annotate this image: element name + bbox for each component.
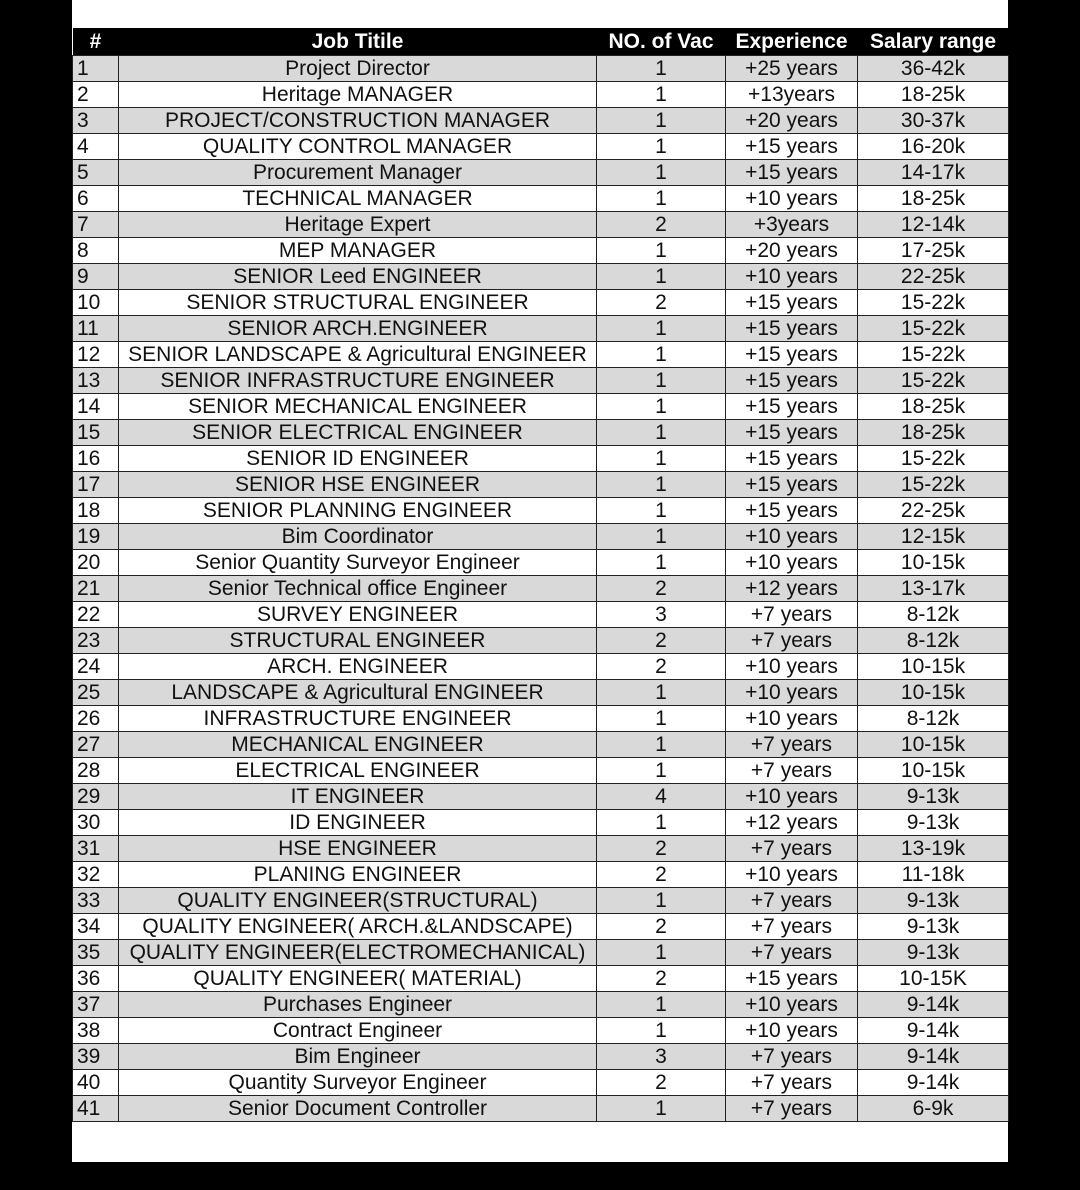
experience-cell: +10 years xyxy=(726,784,858,810)
experience-cell: +25 years xyxy=(726,56,858,82)
job-title-cell: Senior Document Controller xyxy=(119,1096,597,1122)
table-row xyxy=(73,628,1009,654)
row-number: 41 xyxy=(73,1096,119,1122)
job-title-cell: Senior Quantity Surveyor Engineer xyxy=(119,550,597,576)
table-row xyxy=(73,212,1009,238)
table-row xyxy=(73,940,1009,966)
table-row xyxy=(73,524,1009,550)
header-experience: Experience xyxy=(726,28,858,56)
experience-cell: +13years xyxy=(726,82,858,108)
vacancies-cell: 1 xyxy=(597,238,726,264)
job-title-cell: Quantity Surveyor Engineer xyxy=(119,1070,597,1096)
salary-range-cell: 9-14k xyxy=(858,1018,1009,1044)
salary-range-cell: 9-13k xyxy=(858,914,1009,940)
vacancies-cell: 2 xyxy=(597,862,726,888)
vacancies-cell: 1 xyxy=(597,992,726,1018)
vacancies-cell: 1 xyxy=(597,810,726,836)
experience-cell: +15 years xyxy=(726,368,858,394)
job-title-cell: Procurement Manager xyxy=(119,160,597,186)
vacancies-cell: 1 xyxy=(597,1018,726,1044)
experience-cell: +10 years xyxy=(726,186,858,212)
salary-range-cell: 17-25k xyxy=(858,238,1009,264)
salary-range-cell: 13-17k xyxy=(858,576,1009,602)
experience-cell: +20 years xyxy=(726,238,858,264)
salary-range-cell: 15-22k xyxy=(858,446,1009,472)
table-row xyxy=(73,732,1009,758)
vacancies-cell: 2 xyxy=(597,966,726,992)
job-title-cell: Bim Engineer xyxy=(119,1044,597,1070)
salary-range-cell: 9-13k xyxy=(858,810,1009,836)
experience-cell: +7 years xyxy=(726,1044,858,1070)
salary-range-cell: 22-25k xyxy=(858,498,1009,524)
job-title-cell: INFRASTRUCTURE ENGINEER xyxy=(119,706,597,732)
job-title-cell: Project Director xyxy=(119,56,597,82)
salary-range-cell: 10-15k xyxy=(858,550,1009,576)
row-number: 16 xyxy=(73,446,119,472)
job-title-cell: Heritage MANAGER xyxy=(119,82,597,108)
table-row xyxy=(73,472,1009,498)
vacancies-cell: 1 xyxy=(597,264,726,290)
salary-range-cell: 15-22k xyxy=(858,290,1009,316)
job-title-cell: SENIOR STRUCTURAL ENGINEER xyxy=(119,290,597,316)
row-number: 6 xyxy=(73,186,119,212)
vacancies-cell: 1 xyxy=(597,888,726,914)
vacancies-cell: 3 xyxy=(597,602,726,628)
salary-range-cell: 10-15k xyxy=(858,654,1009,680)
row-number: 28 xyxy=(73,758,119,784)
row-number: 39 xyxy=(73,1044,119,1070)
row-number: 30 xyxy=(73,810,119,836)
job-title-cell: Heritage Expert xyxy=(119,212,597,238)
vacancies-cell: 1 xyxy=(597,524,726,550)
vacancies-cell: 2 xyxy=(597,654,726,680)
header-job-title: Job Titile xyxy=(119,28,597,56)
table-header-row xyxy=(73,28,1009,56)
salary-range-cell: 14-17k xyxy=(858,160,1009,186)
experience-cell: +10 years xyxy=(726,1018,858,1044)
row-number: 11 xyxy=(73,316,119,342)
job-title-cell: QUALITY ENGINEER(STRUCTURAL) xyxy=(119,888,597,914)
vacancies-cell: 2 xyxy=(597,628,726,654)
table-row xyxy=(73,992,1009,1018)
salary-range-cell: 9-14k xyxy=(858,1044,1009,1070)
vacancies-cell: 1 xyxy=(597,732,726,758)
table-row xyxy=(73,316,1009,342)
row-number: 18 xyxy=(73,498,119,524)
vacancies-cell: 3 xyxy=(597,1044,726,1070)
table-row xyxy=(73,420,1009,446)
table-row xyxy=(73,446,1009,472)
job-title-cell: MEP MANAGER xyxy=(119,238,597,264)
experience-cell: +20 years xyxy=(726,108,858,134)
table-row xyxy=(73,160,1009,186)
header-vacancies: NO. of Vac xyxy=(597,28,726,56)
vacancies-cell: 1 xyxy=(597,446,726,472)
experience-cell: +10 years xyxy=(726,264,858,290)
table-row xyxy=(73,914,1009,940)
vacancies-cell: 2 xyxy=(597,1070,726,1096)
job-title-cell: PROJECT/CONSTRUCTION MANAGER xyxy=(119,108,597,134)
row-number: 7 xyxy=(73,212,119,238)
row-number: 9 xyxy=(73,264,119,290)
row-number: 12 xyxy=(73,342,119,368)
vacancies-cell: 1 xyxy=(597,394,726,420)
vacancies-cell: 1 xyxy=(597,940,726,966)
salary-range-cell: 8-12k xyxy=(858,628,1009,654)
row-number: 10 xyxy=(73,290,119,316)
table-row xyxy=(73,1018,1009,1044)
experience-cell: +12 years xyxy=(726,810,858,836)
vacancies-cell: 2 xyxy=(597,576,726,602)
jobs-table xyxy=(72,28,1009,1122)
row-number: 40 xyxy=(73,1070,119,1096)
vacancies-cell: 1 xyxy=(597,368,726,394)
experience-cell: +15 years xyxy=(726,316,858,342)
job-title-cell: SENIOR LANDSCAPE & Agricultural ENGINEER xyxy=(119,342,597,368)
vacancies-cell: 1 xyxy=(597,342,726,368)
table-row xyxy=(73,56,1009,82)
table-row xyxy=(73,888,1009,914)
row-number: 21 xyxy=(73,576,119,602)
table-row xyxy=(73,602,1009,628)
vacancies-cell: 1 xyxy=(597,420,726,446)
job-title-cell: QUALITY ENGINEER( MATERIAL) xyxy=(119,966,597,992)
experience-cell: +15 years xyxy=(726,472,858,498)
row-number: 26 xyxy=(73,706,119,732)
row-number: 24 xyxy=(73,654,119,680)
table-row xyxy=(73,784,1009,810)
job-title-cell: SENIOR INFRASTRUCTURE ENGINEER xyxy=(119,368,597,394)
table-row xyxy=(73,82,1009,108)
job-title-cell: SENIOR ID ENGINEER xyxy=(119,446,597,472)
table-row xyxy=(73,966,1009,992)
experience-cell: +15 years xyxy=(726,342,858,368)
experience-cell: +7 years xyxy=(726,1070,858,1096)
salary-range-cell: 9-14k xyxy=(858,1070,1009,1096)
experience-cell: +15 years xyxy=(726,160,858,186)
vacancies-cell: 1 xyxy=(597,108,726,134)
row-number: 29 xyxy=(73,784,119,810)
row-number: 5 xyxy=(73,160,119,186)
row-number: 1 xyxy=(73,56,119,82)
table-row xyxy=(73,368,1009,394)
experience-cell: +10 years xyxy=(726,992,858,1018)
row-number: 17 xyxy=(73,472,119,498)
row-number: 37 xyxy=(73,992,119,1018)
job-title-cell: Contract Engineer xyxy=(119,1018,597,1044)
header-salary-range: Salary range xyxy=(858,28,1009,56)
job-title-cell: STRUCTURAL ENGINEER xyxy=(119,628,597,654)
vacancies-cell: 2 xyxy=(597,212,726,238)
vacancies-cell: 1 xyxy=(597,134,726,160)
vacancies-cell: 1 xyxy=(597,498,726,524)
job-title-cell: SENIOR ELECTRICAL ENGINEER xyxy=(119,420,597,446)
vacancies-cell: 1 xyxy=(597,706,726,732)
row-number: 34 xyxy=(73,914,119,940)
experience-cell: +10 years xyxy=(726,524,858,550)
experience-cell: +7 years xyxy=(726,1096,858,1122)
job-title-cell: QUALITY ENGINEER( ARCH.&LANDSCAPE) xyxy=(119,914,597,940)
row-number: 2 xyxy=(73,82,119,108)
table-row xyxy=(73,134,1009,160)
salary-range-cell: 10-15k xyxy=(858,680,1009,706)
row-number: 38 xyxy=(73,1018,119,1044)
vacancies-cell: 1 xyxy=(597,472,726,498)
table-row xyxy=(73,1070,1009,1096)
salary-range-cell: 30-37k xyxy=(858,108,1009,134)
row-number: 15 xyxy=(73,420,119,446)
vacancies-cell: 1 xyxy=(597,758,726,784)
experience-cell: +7 years xyxy=(726,628,858,654)
salary-range-cell: 22-25k xyxy=(858,264,1009,290)
vacancies-cell: 2 xyxy=(597,914,726,940)
experience-cell: +12 years xyxy=(726,576,858,602)
job-title-cell: TECHNICAL MANAGER xyxy=(119,186,597,212)
header-number: # xyxy=(73,28,119,56)
job-title-cell: SENIOR PLANNING ENGINEER xyxy=(119,498,597,524)
table-row xyxy=(73,342,1009,368)
job-title-cell: QUALITY ENGINEER(ELECTROMECHANICAL) xyxy=(119,940,597,966)
table-row xyxy=(73,654,1009,680)
salary-range-cell: 15-22k xyxy=(858,316,1009,342)
experience-cell: +15 years xyxy=(726,134,858,160)
experience-cell: +7 years xyxy=(726,758,858,784)
table-row xyxy=(73,498,1009,524)
salary-range-cell: 15-22k xyxy=(858,472,1009,498)
experience-cell: +15 years xyxy=(726,966,858,992)
salary-range-cell: 10-15K xyxy=(858,966,1009,992)
vacancies-cell: 4 xyxy=(597,784,726,810)
salary-range-cell: 8-12k xyxy=(858,602,1009,628)
table-row xyxy=(73,706,1009,732)
row-number: 31 xyxy=(73,836,119,862)
table-row xyxy=(73,576,1009,602)
table-row xyxy=(73,680,1009,706)
vacancies-cell: 2 xyxy=(597,836,726,862)
salary-range-cell: 6-9k xyxy=(858,1096,1009,1122)
job-title-cell: SENIOR MECHANICAL ENGINEER xyxy=(119,394,597,420)
table-row xyxy=(73,862,1009,888)
salary-range-cell: 13-19k xyxy=(858,836,1009,862)
experience-cell: +10 years xyxy=(726,550,858,576)
job-title-cell: PLANING ENGINEER xyxy=(119,862,597,888)
experience-cell: +7 years xyxy=(726,732,858,758)
salary-range-cell: 9-13k xyxy=(858,784,1009,810)
table-row xyxy=(73,108,1009,134)
job-title-cell: Bim Coordinator xyxy=(119,524,597,550)
row-number: 4 xyxy=(73,134,119,160)
experience-cell: +15 years xyxy=(726,446,858,472)
row-number: 36 xyxy=(73,966,119,992)
row-number: 22 xyxy=(73,602,119,628)
row-number: 13 xyxy=(73,368,119,394)
salary-range-cell: 18-25k xyxy=(858,186,1009,212)
vacancies-cell: 1 xyxy=(597,316,726,342)
experience-cell: +7 years xyxy=(726,940,858,966)
experience-cell: +10 years xyxy=(726,706,858,732)
job-title-cell: QUALITY CONTROL MANAGER xyxy=(119,134,597,160)
job-title-cell: SENIOR ARCH.ENGINEER xyxy=(119,316,597,342)
table-row xyxy=(73,758,1009,784)
salary-range-cell: 36-42k xyxy=(858,56,1009,82)
experience-cell: +15 years xyxy=(726,394,858,420)
job-title-cell: SENIOR Leed ENGINEER xyxy=(119,264,597,290)
row-number: 33 xyxy=(73,888,119,914)
table-row xyxy=(73,264,1009,290)
row-number: 8 xyxy=(73,238,119,264)
vacancies-cell: 1 xyxy=(597,186,726,212)
job-title-cell: ID ENGINEER xyxy=(119,810,597,836)
experience-cell: +15 years xyxy=(726,290,858,316)
vacancies-cell: 1 xyxy=(597,56,726,82)
row-number: 27 xyxy=(73,732,119,758)
salary-range-cell: 16-20k xyxy=(858,134,1009,160)
vacancies-cell: 1 xyxy=(597,680,726,706)
vacancies-cell: 1 xyxy=(597,82,726,108)
salary-range-cell: 18-25k xyxy=(858,394,1009,420)
job-title-cell: ELECTRICAL ENGINEER xyxy=(119,758,597,784)
experience-cell: +7 years xyxy=(726,888,858,914)
row-number: 25 xyxy=(73,680,119,706)
salary-range-cell: 8-12k xyxy=(858,706,1009,732)
salary-range-cell: 15-22k xyxy=(858,368,1009,394)
salary-range-cell: 9-14k xyxy=(858,992,1009,1018)
table-row xyxy=(73,186,1009,212)
row-number: 32 xyxy=(73,862,119,888)
table-row xyxy=(73,1044,1009,1070)
vacancies-cell: 2 xyxy=(597,290,726,316)
table-row xyxy=(73,238,1009,264)
salary-range-cell: 18-25k xyxy=(858,82,1009,108)
row-number: 20 xyxy=(73,550,119,576)
table-row xyxy=(73,836,1009,862)
job-title-cell: LANDSCAPE & Agricultural ENGINEER xyxy=(119,680,597,706)
row-number: 3 xyxy=(73,108,119,134)
salary-range-cell: 15-22k xyxy=(858,342,1009,368)
job-title-cell: MECHANICAL ENGINEER xyxy=(119,732,597,758)
vacancies-cell: 1 xyxy=(597,160,726,186)
salary-range-cell: 10-15k xyxy=(858,732,1009,758)
salary-range-cell: 10-15k xyxy=(858,758,1009,784)
experience-cell: +10 years xyxy=(726,654,858,680)
job-title-cell: Purchases Engineer xyxy=(119,992,597,1018)
vacancies-cell: 1 xyxy=(597,1096,726,1122)
experience-cell: +15 years xyxy=(726,420,858,446)
salary-range-cell: 11-18k xyxy=(858,862,1009,888)
vacancies-cell: 1 xyxy=(597,550,726,576)
table-row xyxy=(73,810,1009,836)
document-sheet xyxy=(72,0,1008,1162)
salary-range-cell: 9-13k xyxy=(858,888,1009,914)
job-title-cell: HSE ENGINEER xyxy=(119,836,597,862)
job-title-cell: SURVEY ENGINEER xyxy=(119,602,597,628)
experience-cell: +3years xyxy=(726,212,858,238)
salary-range-cell: 12-15k xyxy=(858,524,1009,550)
job-title-cell: SENIOR HSE ENGINEER xyxy=(119,472,597,498)
table-row xyxy=(73,290,1009,316)
row-number: 19 xyxy=(73,524,119,550)
salary-range-cell: 18-25k xyxy=(858,420,1009,446)
row-number: 23 xyxy=(73,628,119,654)
salary-range-cell: 9-13k xyxy=(858,940,1009,966)
table-row xyxy=(73,550,1009,576)
job-title-cell: Senior Technical office Engineer xyxy=(119,576,597,602)
job-title-cell: IT ENGINEER xyxy=(119,784,597,810)
experience-cell: +7 years xyxy=(726,602,858,628)
row-number: 35 xyxy=(73,940,119,966)
row-number: 14 xyxy=(73,394,119,420)
table-row xyxy=(73,394,1009,420)
salary-range-cell: 12-14k xyxy=(858,212,1009,238)
experience-cell: +7 years xyxy=(726,914,858,940)
job-title-cell: ARCH. ENGINEER xyxy=(119,654,597,680)
experience-cell: +15 years xyxy=(726,498,858,524)
table-row xyxy=(73,1096,1009,1122)
experience-cell: +10 years xyxy=(726,862,858,888)
experience-cell: +10 years xyxy=(726,680,858,706)
experience-cell: +7 years xyxy=(726,836,858,862)
